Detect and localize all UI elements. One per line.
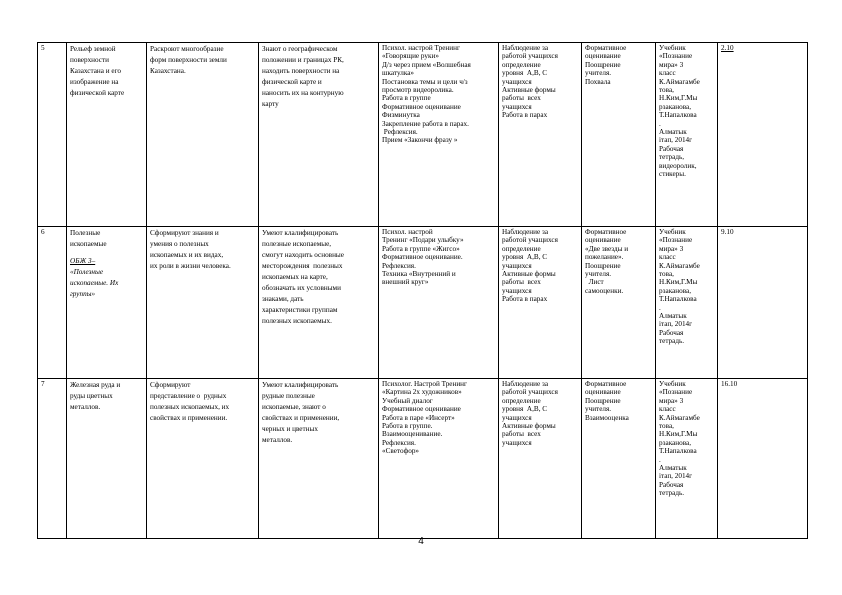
cell-line: наносить их на контурную (262, 89, 344, 97)
lesson-date: 16.10 (721, 380, 738, 388)
cell-line: Рабочая (659, 328, 684, 337)
cell-line: това, (659, 422, 674, 431)
cell-line: . (659, 455, 661, 464)
cell-line: Работа в парах (502, 111, 548, 120)
cell-line: Учебник (659, 380, 686, 388)
cell-line: работой учащихся (502, 52, 558, 61)
date-cell (718, 227, 808, 379)
cell-line: «Говорящие руки» (382, 52, 439, 61)
topic-cell (67, 227, 147, 379)
cell-line: Учебный диалог (382, 396, 433, 405)
cell-line: Работа в группе. (382, 422, 433, 431)
cell-line: това, (659, 86, 674, 95)
cell-line: «Две звезды и (585, 244, 629, 253)
cell-line: определение (502, 244, 541, 253)
lesson-number: 7 (41, 380, 45, 388)
cell-line: К.Аймагамбе (659, 261, 700, 270)
cell-line: Поощрение (585, 261, 621, 270)
cell-line: пожелание». (585, 253, 624, 262)
cell-line: уровня А,В, С (502, 69, 548, 78)
cell-line: Т.Напалкова (659, 111, 697, 120)
cell-line: Работа в группе (382, 94, 431, 103)
cell-line: Психолог. Настрой Тренинг (382, 380, 467, 388)
cell-line: Формативное оценивание (382, 405, 461, 414)
cell-line: мира» 3 (659, 60, 684, 69)
cell-line: Т.Напалкова (659, 295, 697, 304)
cell-line: знаками, дать (262, 295, 304, 303)
cell-line: Наблюдение за (502, 228, 549, 236)
table-body (38, 43, 808, 539)
cell-line: полезных ископаемых. (262, 317, 332, 325)
cell-line: Рабочая (659, 480, 684, 489)
cell-line: ископаемых и их видах, (150, 251, 224, 259)
cell-line: Н.Ким,Г.Мы (659, 278, 698, 287)
cell-line: изображение на (70, 78, 119, 86)
topic-cell (67, 379, 147, 539)
cell-line: ітап, 2014г (659, 136, 693, 145)
cell-line: физической карте (70, 89, 125, 97)
cell-line: тетрадь. (659, 337, 685, 346)
topic-extra-line: ОБЖ 3– (70, 257, 96, 265)
resources-cell (656, 379, 718, 539)
cell-line: их роли в жизни человека. (150, 262, 231, 270)
cell-line: представление о рудных (150, 392, 227, 400)
cell-line: Н.Ким,Г.Мы (659, 94, 698, 103)
cell-line: тетрадь. (659, 489, 685, 498)
cell-line: рзаканова, (659, 102, 692, 111)
cell-line: Работа в парах (502, 295, 548, 304)
cell-line: карту (262, 100, 279, 108)
cell-line: шкатулка» (382, 69, 414, 78)
cell-line: учителя. (585, 405, 612, 414)
cell-line: мира» 3 (659, 244, 684, 253)
cell-line: учащихся (502, 102, 532, 111)
cell-line: учащихся (502, 77, 532, 86)
cell-line: ітап, 2014г (659, 320, 693, 329)
cell-line: Рефлексия. (382, 438, 416, 447)
cell-line: работы всех (502, 278, 541, 287)
lesson-number: 5 (41, 44, 45, 52)
cell-line: Работа в паре «Инсерт» (382, 413, 455, 422)
cell-line: Активные формы (502, 270, 556, 279)
topic-cell (67, 43, 147, 227)
cell-line: това, (659, 270, 674, 279)
cell-line: Сформируют (150, 381, 191, 389)
cell-line: Раскроют многообразие (150, 45, 224, 53)
cell-line: работы всех (502, 430, 541, 439)
cell-line: Техника «Внутренний и (382, 270, 456, 279)
cell-line: Алматык (659, 128, 687, 137)
date-cell (718, 43, 808, 227)
assessment-cell (499, 379, 582, 539)
cell-line: характеристики группам (262, 306, 338, 314)
cell-line: месторождения полезных (262, 262, 343, 270)
cell-line: Физминутка (382, 111, 420, 120)
cell-line: учителя. (585, 270, 612, 279)
assessment-cell (499, 43, 582, 227)
cell-line: Н.Ким,Г.Мы (659, 430, 698, 439)
assessment-form-cell (582, 43, 656, 227)
cell-line: Железная руда и (70, 381, 121, 389)
cell-line: уровня А,В, С (502, 405, 548, 414)
cell-line: Формативное оценивание (382, 102, 461, 111)
cell-line: Активные формы (502, 422, 556, 431)
cell-line: Д/з через прием «Волшебная (382, 60, 471, 69)
cell-line: работой учащихся (502, 236, 558, 245)
cell-line: оценивание (585, 52, 621, 61)
expected-result-cell (259, 43, 379, 227)
cell-line: определение (502, 396, 541, 405)
cell-line: Полезные (70, 229, 101, 237)
cell-line: «Познание (659, 388, 693, 397)
cell-line: черных и цветных (262, 425, 318, 433)
cell-line: Сформируют знания и (150, 229, 219, 237)
cell-line: уровня А,В, С (502, 253, 548, 262)
cell-line: Наблюдение за (502, 380, 549, 388)
expected-result-cell (259, 227, 379, 379)
topic-extra-line: группы» (70, 290, 96, 298)
cell-line: оценивание (585, 236, 621, 245)
cell-line: рзаканова, (659, 438, 692, 447)
cell-line: смогут находить основные (262, 251, 344, 259)
cell-line: свойствах и применении, (262, 414, 340, 422)
cell-line: работы всех (502, 94, 541, 103)
cell-line: «Познание (659, 236, 693, 245)
cell-line: учителя. (585, 69, 612, 78)
cell-line: класс (659, 405, 676, 414)
cell-line: внешний круг» (382, 278, 429, 287)
methods-cell (379, 379, 499, 539)
cell-line: Взаимооценка (585, 413, 629, 422)
goal-cell (147, 43, 259, 227)
cell-line: Лист (585, 278, 604, 287)
cell-line: Казахстана и его (70, 67, 121, 75)
cell-line: Учебник (659, 44, 686, 52)
cell-line: К.Аймагамбе (659, 77, 700, 86)
cell-line: форм поверхности земли (150, 56, 227, 64)
cell-line: просмотр видеоролика. (382, 86, 454, 95)
cell-line: класс (659, 69, 676, 78)
cell-line: Рефлексия. (382, 261, 416, 270)
cell-line: Тренинг «Подари улыбку» (382, 236, 464, 245)
cell-line: Алматык (659, 464, 687, 473)
cell-line: учащихся (502, 261, 532, 270)
cell-line: умения о полезных (150, 240, 209, 248)
lesson-plan-table (37, 42, 808, 539)
lesson-number-cell (38, 227, 67, 379)
cell-line: Умеют клалифицировать (262, 229, 339, 237)
cell-line: ископаемых на карте, (262, 273, 328, 281)
cell-line: Психол. настрой Тренинг (382, 44, 460, 52)
cell-line: стикеры. (659, 170, 686, 179)
cell-line: Рельеф земной (70, 45, 116, 53)
cell-line: тетрадь, (659, 153, 685, 162)
cell-line: Алматык (659, 312, 687, 321)
cell-line: Рефлексия. (382, 128, 418, 137)
cell-line: Формативное (585, 44, 627, 52)
cell-line: ископаемые, знают о (262, 403, 326, 411)
topic-extra-line: ископаемые. Их (70, 279, 119, 287)
cell-line: самооценки. (585, 286, 624, 295)
lesson-number-cell (38, 379, 67, 539)
goal-cell (147, 379, 259, 539)
cell-line: физической карте и (262, 78, 322, 86)
date-cell (718, 379, 808, 539)
cell-line: обозначать их условными (262, 284, 341, 292)
cell-line: мира» 3 (659, 396, 684, 405)
lesson-date: 2.10 (721, 44, 734, 52)
assessment-form-cell (582, 379, 656, 539)
cell-line: Постановка темы и цели ч/з (382, 77, 468, 86)
table-row (38, 379, 808, 539)
cell-line: металлов. (70, 403, 101, 411)
cell-line: Работа в группе «Жигсо» (382, 244, 460, 253)
cell-line: Поощрение (585, 60, 621, 69)
cell-line: Формативное (585, 380, 627, 388)
lesson-number-cell (38, 43, 67, 227)
cell-line: Формативное оценивание. (382, 253, 463, 262)
cell-line: работой учащихся (502, 388, 558, 397)
cell-line: Психол. настрой (382, 228, 433, 236)
resources-cell (656, 227, 718, 379)
lesson-number: 6 (41, 228, 45, 236)
cell-line: металлов. (262, 436, 293, 444)
cell-line: поверхности (70, 56, 109, 64)
cell-line: определение (502, 60, 541, 69)
cell-line: полезных ископаемых, их (150, 403, 230, 411)
cell-line: класс (659, 253, 676, 262)
cell-line: Учебник (659, 228, 686, 236)
cell-line: Умеют клалифицировать (262, 381, 339, 389)
page-number: 4 (418, 536, 424, 547)
cell-line: Формативное (585, 228, 627, 236)
cell-line: учащихся (502, 413, 532, 422)
cell-line: Поощрение (585, 396, 621, 405)
cell-line: руды цветных (70, 392, 113, 400)
cell-line: Активные формы (502, 86, 556, 95)
assessment-form-cell (582, 227, 656, 379)
cell-line: Наблюдение за (502, 44, 549, 52)
cell-line: полезные ископаемые, (262, 240, 332, 248)
cell-line: Закрепление работа в парах. (382, 119, 469, 128)
assessment-cell (499, 227, 582, 379)
cell-line: К.Аймагамбе (659, 413, 700, 422)
cell-line: Похвала (585, 77, 611, 86)
cell-line: оценивание (585, 388, 621, 397)
cell-line: ископаемые (70, 240, 107, 248)
cell-line: учащихся (502, 286, 532, 295)
cell-line: ітап, 2014г (659, 472, 693, 481)
cell-line: рудные полезные (262, 392, 315, 400)
cell-line: Рабочая (659, 144, 684, 153)
cell-line: Прием «Закончи фразу » (382, 136, 458, 145)
cell-line: Взаимооценивание. (382, 430, 443, 439)
cell-line: учащихся (502, 438, 532, 447)
cell-line: Знают о географическом (262, 45, 338, 53)
topic-extra-line: «Полезные (70, 268, 104, 276)
lesson-date: 9.10 (721, 228, 734, 236)
resources-cell (656, 43, 718, 227)
cell-line: «Картина 2х художников» (382, 388, 462, 397)
cell-line: Т.Напалкова (659, 447, 697, 456)
goal-cell (147, 227, 259, 379)
methods-cell (379, 227, 499, 379)
cell-line: Казахстана. (150, 67, 186, 75)
cell-line: видеоролик, (659, 161, 697, 170)
table-row (38, 43, 808, 227)
cell-line: свойствах и применении. (150, 414, 228, 422)
cell-line: «Светофор» (382, 447, 420, 456)
cell-line: . (659, 119, 661, 128)
table-row (38, 227, 808, 379)
methods-cell (379, 43, 499, 227)
cell-line: находить поверхности на (262, 67, 340, 75)
cell-line: рзаканова, (659, 286, 692, 295)
expected-result-cell (259, 379, 379, 539)
cell-line: «Познание (659, 52, 693, 61)
cell-line: . (659, 303, 661, 312)
cell-line: положении и границах РК, (262, 56, 344, 64)
